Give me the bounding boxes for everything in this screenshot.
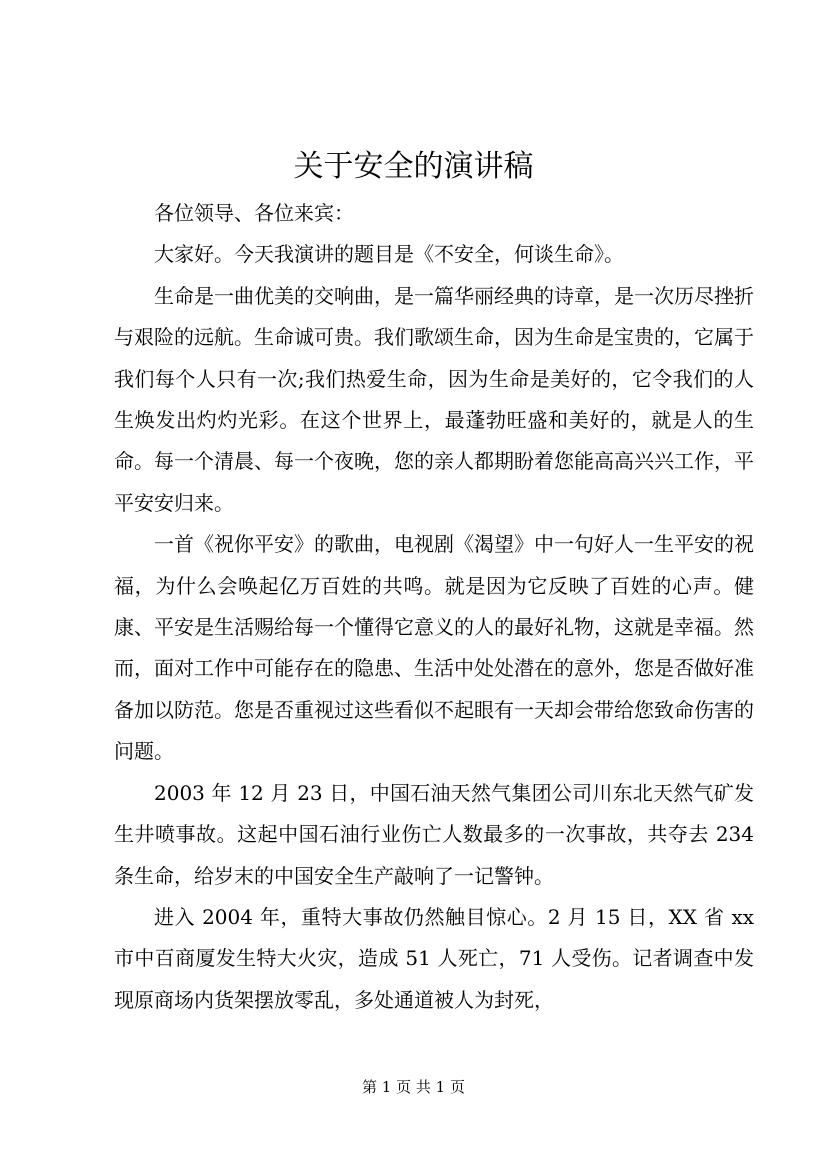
body-paragraph: 生命是一曲优美的交响曲，是一篇华丽经典的诗章，是一次历尽挫折与艰险的远航。生命诚可贵。我们歌颂生命，因为生命是宝贵的，它属于我们每个人只有一次;我们热爱生命，因为生命是美好的，它令我们的人生焕发出灼灼光彩。在这个世界上，最蓬勃旺盛和美好的，就是人的生命。每一个清晨、每一个夜晚，您的亲人都期盼着您能高高兴兴工作，平平安安归来。 <box>114 283 754 515</box>
greeting-paragraph: 大家好。今天我演讲的题目是《不安全，何谈生命》。 <box>154 242 624 267</box>
body-paragraph: 2003 年 12 月 23 日，中国石油天然气集团公司川东北天然气矿发生井喷事故。这起中国石油行业伤亡人数最多的一次事故，共夺去 234 条生命，给岁末的中国安全生产敲响了一记警钟。 <box>114 780 754 888</box>
page-footer: 第 1 页 共 1 页 <box>362 1078 465 1096</box>
salutation-paragraph: 各位领导、各位来宾： <box>154 201 354 225</box>
document-body <box>114 193 754 1021</box>
document-title: 关于安全的演讲稿 <box>293 149 534 184</box>
body-paragraph: 一首《祝你平安》的歌曲，电视剧《渴望》中一句好人一生平安的祝福，为什么会唤起亿万百姓的共鸣。就是因为它反映了百姓的心声。健康、平安是生活赐给每一个懂得它意义的人的最好礼物，这就是幸福。然而，面对工作中可能存在的隐患、生活中处处潜在的意外，您是否做好准备加以防范。您是否重视过这些看似不起眼有一天却会带给您致命伤害的问题。 <box>114 532 754 764</box>
body-paragraph: 进入 2004 年，重特大事故仍然触目惊心。2 月 15 日，XX 省 xx 市中百商厦发生特大火灾，造成 51 人死亡，71 人受伤。记者调查中发现原商场内货架摆放零乱，多处通道被人为封死， <box>114 904 754 1012</box>
